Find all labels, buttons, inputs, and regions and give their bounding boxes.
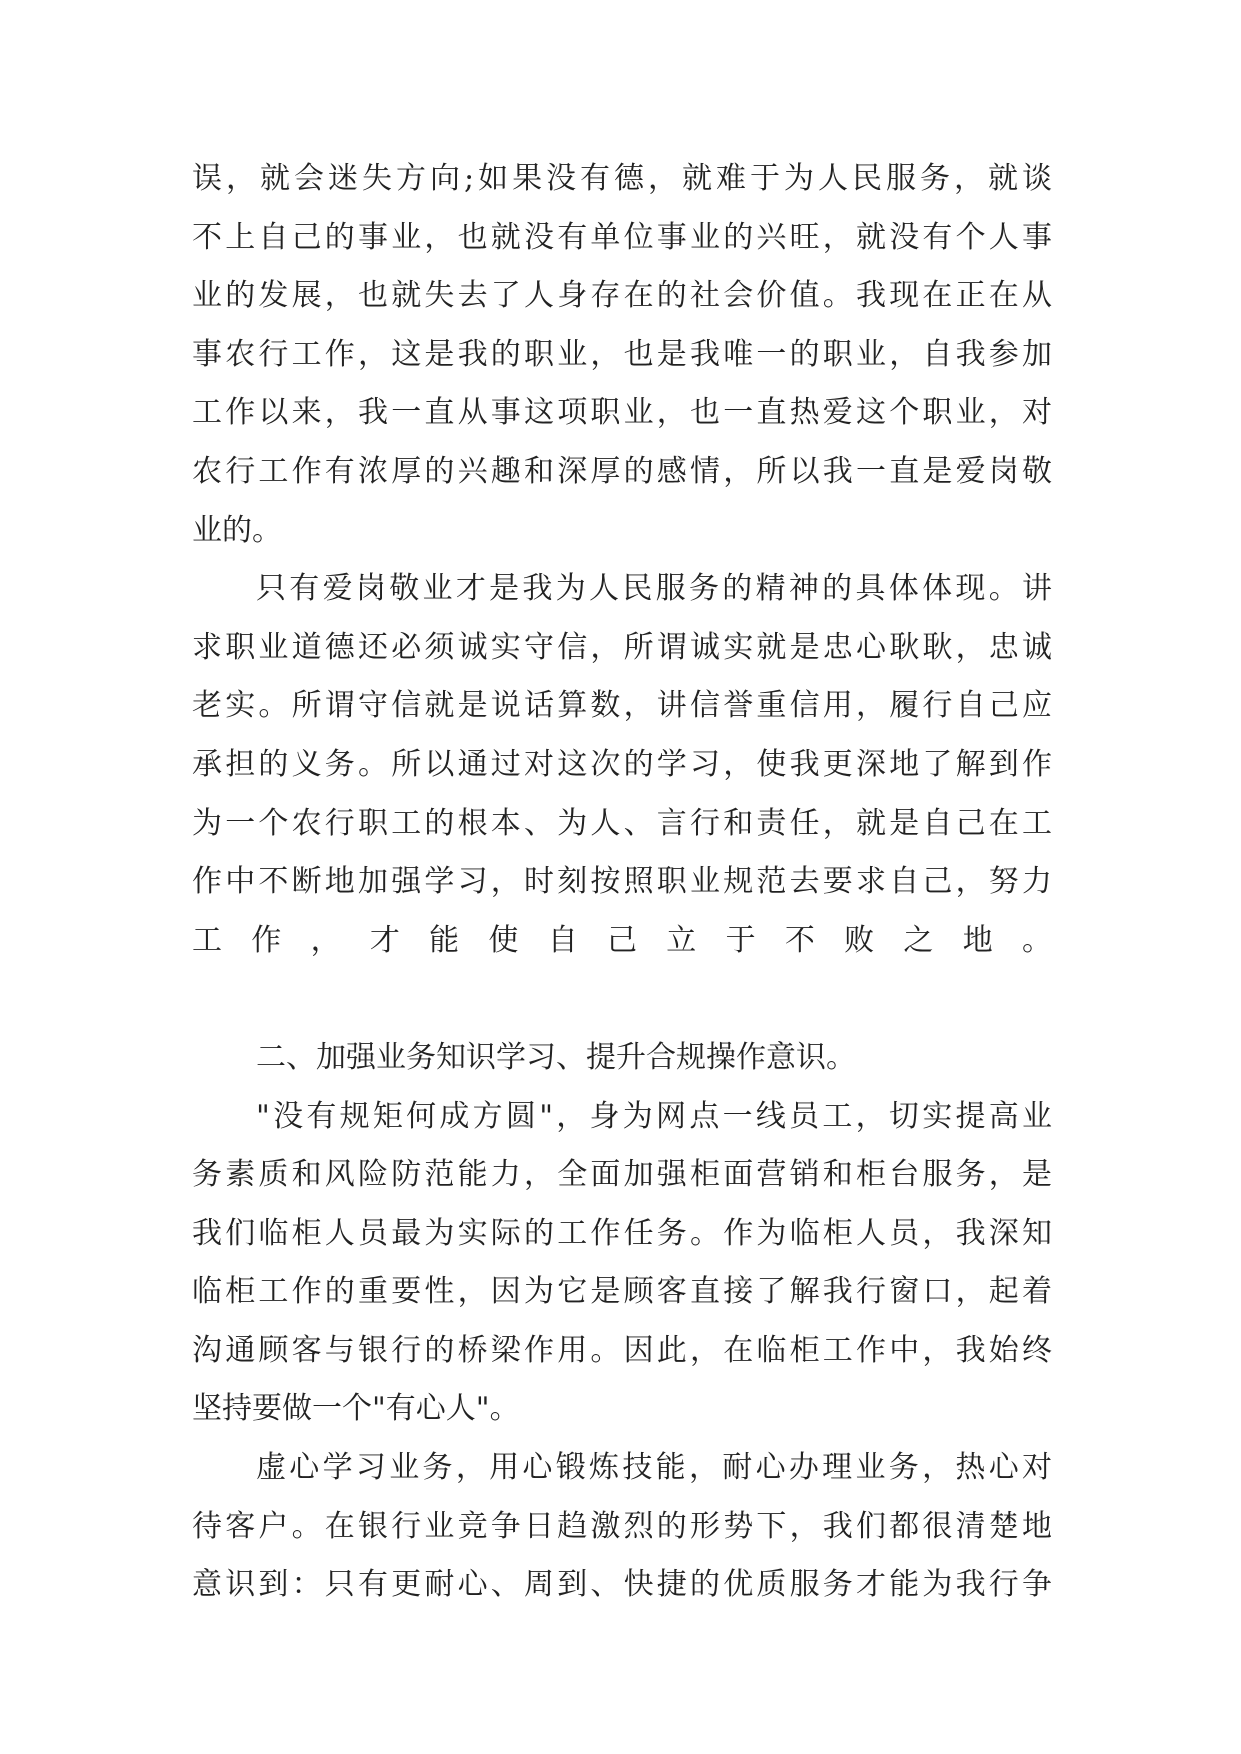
text-line: 临柜工作的重要性，因为它是顾客直接了解我行窗口，起着 (192, 1274, 1052, 1310)
text-line: 承担的义务。所以通过对这次的学习，使我更深地了解到作 (192, 746, 1052, 782)
text-line: 为一个农行职工的根本、为人、言行和责任，就是自己在工 (192, 805, 1052, 841)
text-line: 农行工作有浓厚的兴趣和深厚的感情，所以我一直是爱岗敬 (192, 453, 1052, 489)
text-line: 业的。 (192, 512, 282, 548)
text-line: 工作，才能使自己立于不败之地。 (192, 922, 1052, 958)
text-line: 不上自己的事业，也就没有单位事业的兴旺，就没有个人事 (192, 219, 1052, 255)
text-line: 事农行工作，这是我的职业，也是我唯一的职业，自我参加 (192, 336, 1052, 372)
text-line: 坚持要做一个"有心人"。 (192, 1391, 520, 1427)
text-line: 求职业道德还必须诚实守信，所谓诚实就是忠心耿耿，忠诚 (192, 629, 1052, 665)
text-line: 工作以来，我一直从事这项职业，也一直热爱这个职业，对 (192, 395, 1052, 431)
text-line (192, 970, 1052, 1029)
text-line: 误，就会迷失方向;如果没有德，就难于为人民服务，就谈 (192, 161, 1052, 196)
text-line: 意识到：只有更耐心、周到、快捷的优质服务才能为我行争 (192, 1567, 1052, 1603)
section-heading (192, 1029, 1052, 1088)
paragraph-1 (192, 150, 1052, 560)
text-line: 待客户。在银行业竞争日趋激烈的形势下，我们都很清楚地 (192, 1508, 1052, 1544)
text-line: 沟通顾客与银行的桥梁作用。因此，在临柜工作中，我始终 (192, 1332, 1052, 1368)
text-line: 业的发展，也就失去了人身存在的社会价值。我现在正在从 (192, 278, 1052, 314)
heading-line: 二、加强业务知识学习、提升合规操作意识。 (256, 1039, 856, 1075)
text-line: 老实。所谓守信就是说话算数，讲信誉重信用，履行自己应 (192, 688, 1052, 724)
text-line: "没有规矩何成方圆"，身为网点一线员工，切实提高业 (256, 1098, 1052, 1134)
paragraph-2 (192, 560, 1052, 1029)
text-line: 我们临柜人员最为实际的工作任务。作为临柜人员，我深知 (192, 1215, 1052, 1251)
text-line: 务素质和风险防范能力，全面加强柜面营销和柜台服务，是 (192, 1157, 1052, 1193)
text-line: 只有爱岗敬业才是我为人民服务的精神的具体体现。讲 (256, 571, 1052, 607)
document-body (192, 150, 1052, 1615)
paragraph-4 (192, 1439, 1052, 1615)
text-line: 虚心学习业务，用心锻炼技能，耐心办理业务，热心对 (256, 1450, 1052, 1486)
paragraph-3 (192, 1088, 1052, 1440)
text-line: 作中不断地加强学习，时刻按照职业规范去要求自己，努力 (192, 864, 1052, 900)
